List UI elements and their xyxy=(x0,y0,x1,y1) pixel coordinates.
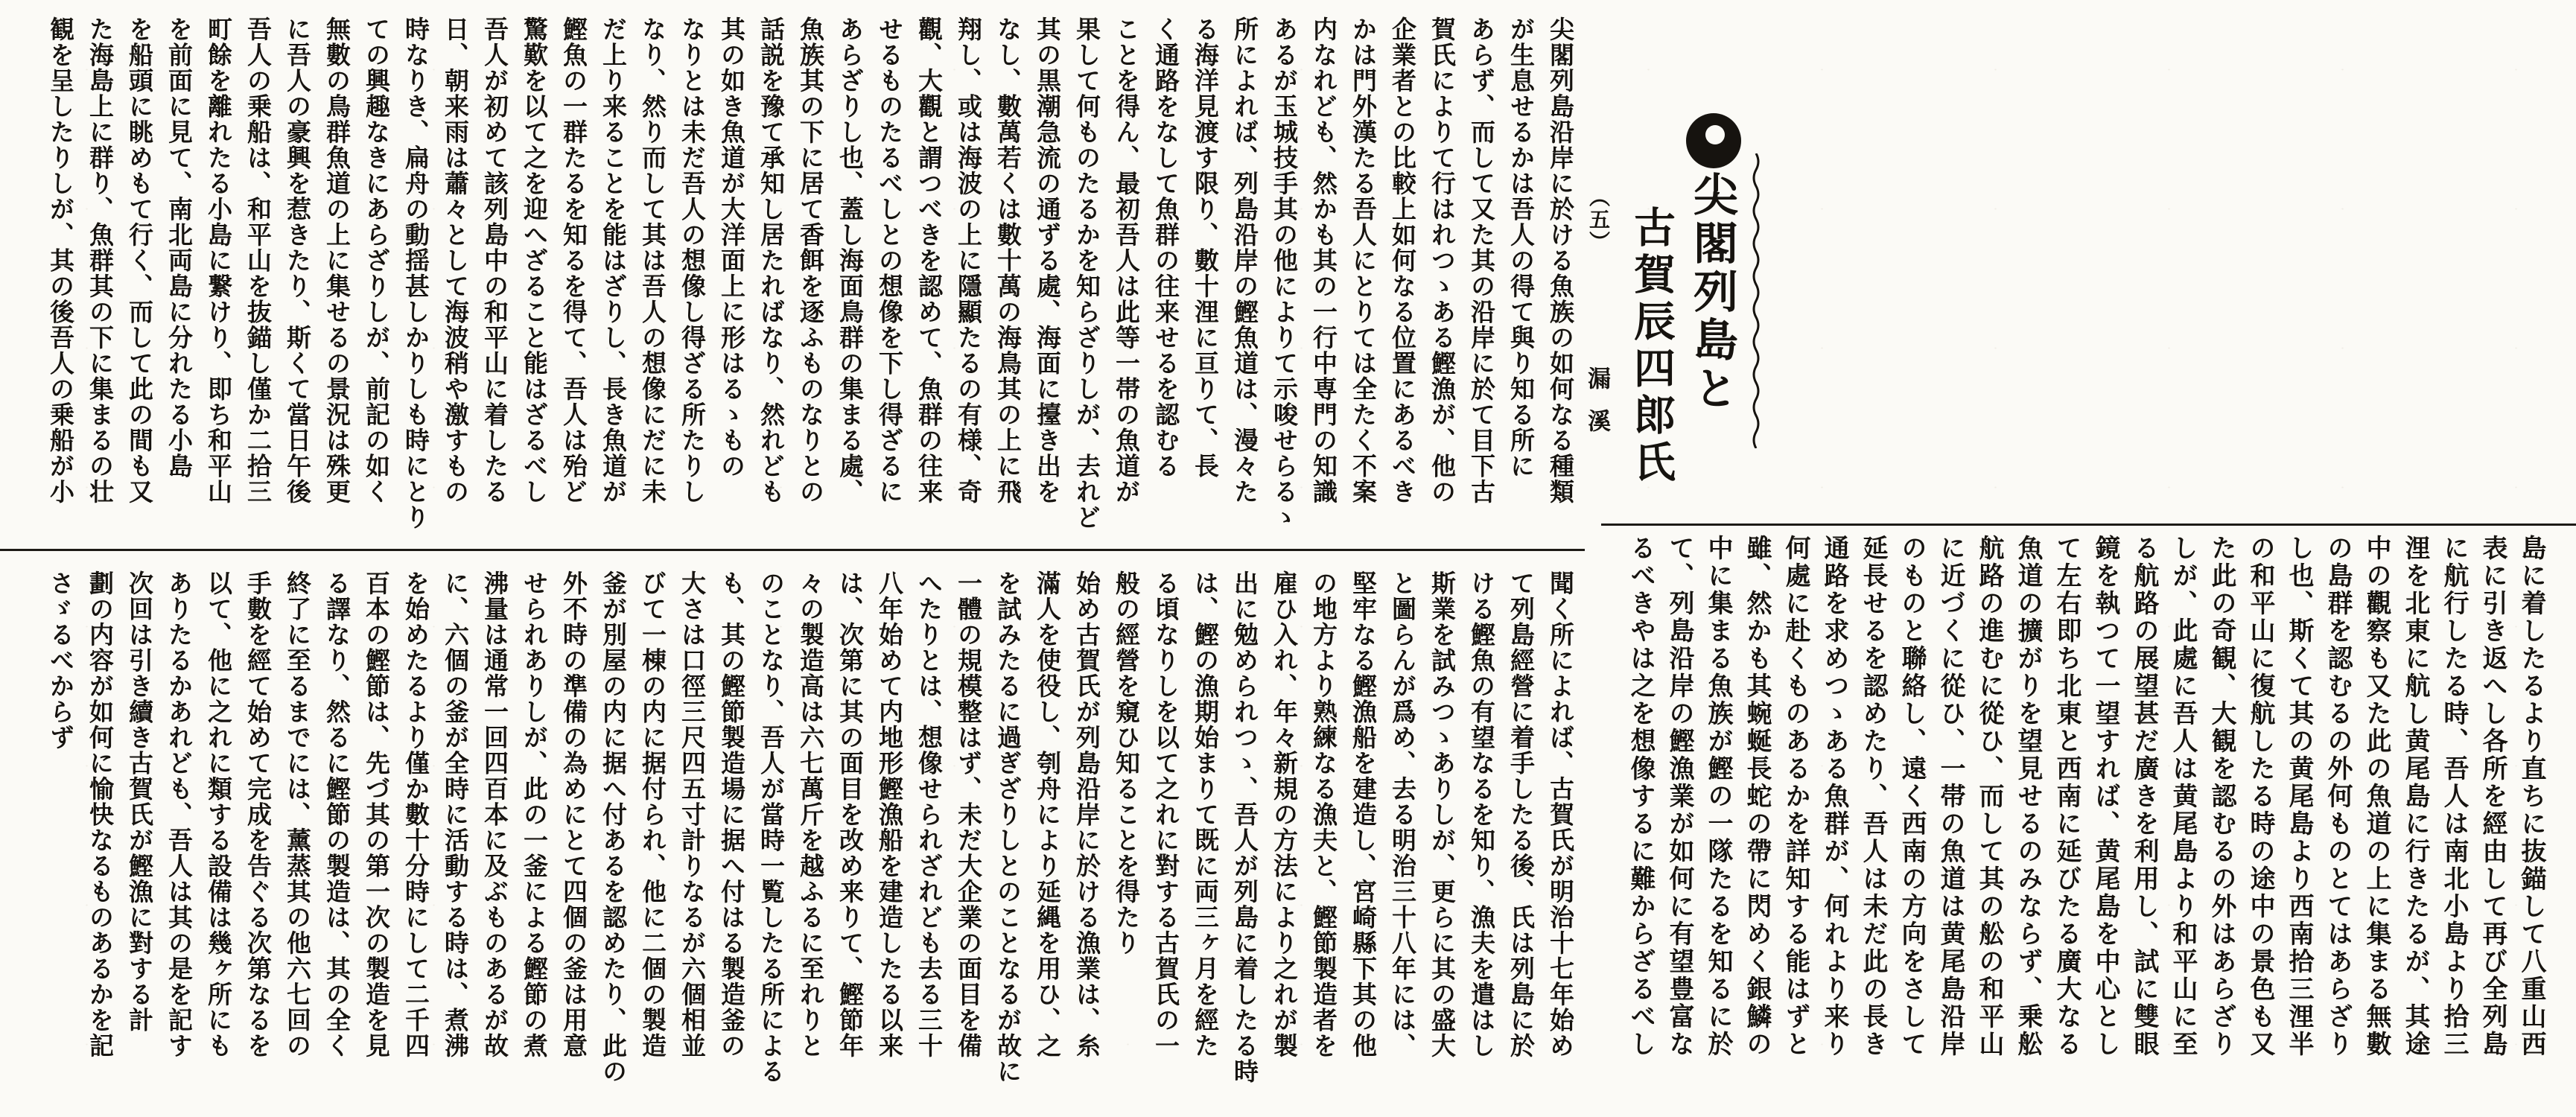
text-column: 沸量は通常一回四百本に及ぶものあるが故 xyxy=(480,570,507,1059)
text-column: 觀、大觀と謂つべきを認めて、魚群の往来 xyxy=(915,16,941,505)
text-column: せられありしが、此の一釜による鰹節の煮 xyxy=(520,570,547,1059)
text-column: 外不時の準備の為めにとて四個の釜は用意 xyxy=(559,570,586,1059)
text-column: 観を呈したりしが、其の後吾人の乗船が小 xyxy=(46,16,73,505)
text-column: 企業者との比較上如何なる位置にあるべき xyxy=(1388,16,1415,505)
text-column: 雖、然かも其蜿蜒長蛇の帶に閃めく銀鱗の xyxy=(1743,535,1770,1058)
text-column: 島に着したるより直ちに抜錨して八重山西 xyxy=(2517,535,2545,1058)
text-column: あらざりし也、蓋し海面鳥群の集まる處、 xyxy=(836,16,862,505)
top-band xyxy=(37,16,1571,550)
text-column: 延長せるを認めたり、吾人は未だ此の長き xyxy=(1859,535,1886,1058)
text-column: あらず、而して又た其の沿岸に於て目下古 xyxy=(1467,16,1494,505)
text-column: しが、此處に吾人は黄尾島より和平山に至 xyxy=(2169,535,2196,1058)
text-column: 出に勉められつゝ、吾人が列島に着したる時 xyxy=(1230,570,1257,1084)
text-column: ことを得ん、最初吾人は此等一帯の魚道が xyxy=(1112,16,1139,505)
text-column: かは門外漢たる吾人にとりては全たく不案 xyxy=(1349,16,1376,505)
text-column: 始め古賀氏が列島沿岸に於ける漁業は、糸 xyxy=(1072,570,1099,1059)
text-column: 果して何ものたるかを知らざりしが、去れど xyxy=(1072,16,1099,530)
text-column: のことなり、吾人が當時一覧したる所による xyxy=(757,570,783,1084)
text-column: 町餘を離れたる小島に繋けり、即ち和平山 xyxy=(204,16,231,505)
text-column: 其の黒潮急流の通ずる處、海面に擡き出を xyxy=(1033,16,1060,505)
text-column: 吾人が初めて該列島中の和平山に着したる xyxy=(480,16,507,505)
text-column: るべきやは之を想像するに難からざるべし xyxy=(1626,535,1654,1058)
text-column: も、其の鰹節製造場に据へ付はる製造釜の xyxy=(717,570,744,1059)
headline-author: 漏溪 xyxy=(1584,366,1610,451)
text-column: 吾人の乗船は、和平山を抜錨し僅か二拾三 xyxy=(244,16,270,505)
text-column: 所によれば、列島沿岸の鰹魚道は、漫々た xyxy=(1230,16,1257,505)
text-column: を船頭に眺めもて行く、而して此の間も又 xyxy=(125,16,152,505)
text-column: る海洋見渡す限り、數十浬に亘りて、長 xyxy=(1191,16,1218,479)
text-column: く通路をなして魚群の往来せるを認むる xyxy=(1151,16,1178,479)
text-column: て、列島沿岸の鰹漁業が如何に有望豊富な xyxy=(1665,535,1693,1058)
text-column: 話説を豫て承知し居たればなり、然れども xyxy=(757,16,783,505)
text-column: ての興趣なきにあらざりしが、前記の如く xyxy=(362,16,389,505)
text-column: る譯なり、然るに鰹節の製造は、其の全く xyxy=(322,570,349,1059)
text-column: 斯業を試みつゝありしが、更らに其の盛大 xyxy=(1428,570,1454,1059)
text-column: に、六個の釜が全時に活動する時は、煮沸 xyxy=(441,570,468,1059)
text-column: た海島上に群り、魚群其の下に集まるの壮 xyxy=(86,16,112,505)
headline-ornament-icon xyxy=(1686,113,1741,168)
text-column: 翔し、或は海波の上に隱顯たるの有様、奇 xyxy=(954,16,981,505)
text-column: びて一棟の内に据付られ、他に二個の製造 xyxy=(638,570,665,1059)
text-column: の地方より熟練なる漁夫と、鰹節製造者を xyxy=(1309,570,1336,1059)
text-column: 鰹魚の一群たるを知るを得て、吾人は殆ど xyxy=(559,16,586,505)
right-band-top-rule xyxy=(1601,524,2576,526)
text-column: 航路の進むに從ひ、而して其の舩の和平山 xyxy=(1975,535,2003,1058)
text-column: を前面に見て、南北両島に分れたる小島 xyxy=(165,16,191,479)
text-column: 何處に赴くものあるかを詳知する能はずと xyxy=(1781,535,1809,1058)
headline-title-bottom: 古賀辰四郎氏 xyxy=(1628,206,1674,487)
headline-squiggle-icon xyxy=(1750,153,1762,448)
text-column: へたりとは、想像せられざれども去る三十 xyxy=(915,570,941,1059)
text-column: を始めたるより僅か數十分時にして二千四 xyxy=(401,570,428,1059)
text-column: 滿人を使役し、刳舟により延縄を用ひ、之 xyxy=(1033,570,1060,1059)
text-column: 大さは口徑三尺四五寸計りなるが六個相並 xyxy=(678,570,705,1059)
ornament-hole xyxy=(1705,125,1725,144)
text-column: さゞるべからず xyxy=(46,570,73,751)
text-column: の島群を認むるの外何ものとてはあらざり xyxy=(2324,535,2351,1058)
text-column: のものと聯絡し、遠く西南の方向をさして xyxy=(1898,535,1925,1058)
text-column: と圖らんが爲め、去る明治三十八年には、 xyxy=(1388,570,1415,1059)
text-column: に近づくに從ひ、一帯の魚道は黄尾島沿岸 xyxy=(1936,535,1964,1058)
text-column: ありたるかあれども、吾人は其の是を記す xyxy=(165,570,191,1059)
band-divider-rule xyxy=(0,549,1585,551)
text-column: 次回は引き續き古賀氏が鰹漁に對する計 xyxy=(125,570,152,1033)
text-column: あるが玉城技手其の他によりて示唆せらるゝ xyxy=(1270,16,1297,530)
text-column: 般の經營を窺ひ知ることを得たり xyxy=(1112,570,1139,956)
text-column: なり、然り而して其は吾人の想像にだに未 xyxy=(638,16,665,505)
text-column: に航行したる時、吾人は南北小島より拾三 xyxy=(2440,535,2467,1058)
text-column: 々の製造高は六七萬斤を越ふるに至れりと xyxy=(796,570,823,1059)
text-column: 八年始めて内地形鰹漁船を建造したる以来 xyxy=(875,570,902,1059)
text-column: 終了に至るまでには、薰蒸其の他六七回の xyxy=(283,570,310,1059)
text-column: 鏡を執つて一望すれば、黄尾島を中心とし xyxy=(2091,535,2119,1058)
text-column: 賀氏によりて行はれつゝある鰹漁が、他の xyxy=(1428,16,1454,505)
text-column: なし、數萬若くは數十萬の海鳥其の上に飛 xyxy=(993,16,1020,505)
text-column: 百本の鰹節は、先づ其の第一次の製造を見 xyxy=(362,570,389,1059)
right-band xyxy=(1611,535,2543,1092)
text-column: 釜が別屋の内に据へ付あるを認めたり、此の xyxy=(599,570,626,1084)
headline-part-number: （五） xyxy=(1586,186,1609,253)
text-column: 日、朝来雨は蕭々として海波稍や激すもの xyxy=(441,16,468,505)
text-column: 魚族其の下に居て香餌を逐ふものなりとの xyxy=(796,16,823,505)
text-column: 其の如き魚道が大洋面上に形はるゝもの xyxy=(717,16,744,479)
text-column: 中に集まる魚族が鰹の一隊たるを知るに於 xyxy=(1704,535,1731,1058)
text-column: の和平山に復航したる時の途中の景色も又 xyxy=(2246,535,2274,1058)
text-column: せるものたるべしとの想像を下し得ざるに xyxy=(875,16,902,505)
text-column: 中の觀察も又た此の魚道の上に集まる無數 xyxy=(2362,535,2390,1058)
text-column: る頃なりしを以て之れに對する古賀氏の一 xyxy=(1151,570,1178,1059)
text-column: た此の奇観、大観を認むるの外はあらざり xyxy=(2207,535,2235,1058)
text-column: 浬を北東に航し黄尾島に行きたるが、其途 xyxy=(2401,535,2429,1058)
bottom-band xyxy=(37,570,1571,1110)
text-column: なりとは未だ吾人の想像し得ざる所たりし xyxy=(678,16,705,505)
text-column: 表に引き返へし各所を經由して再び全列島 xyxy=(2478,535,2506,1058)
text-column: を試みたるに過ぎざりしとのことなるが故に xyxy=(993,570,1020,1084)
text-column: 劃の内容が如何に愉快なるものあるかを記 xyxy=(86,570,112,1059)
text-column: 堅牢なる鰹漁船を建造し、宮崎縣下其の他 xyxy=(1349,570,1376,1059)
text-column: ける鰹魚の有望なるを知り、漁夫を遣はし xyxy=(1467,570,1494,1059)
text-column: 時なりき、扁舟の動揺甚しかりしも時にとり xyxy=(401,16,428,530)
text-column: に吾人の豪興を惹きたり、斯くて當日午後 xyxy=(283,16,310,505)
text-column: は、次第に其の面目を改め来りて、鰹節年 xyxy=(836,570,862,1059)
text-column: て左右即ち北東と西南に延びたる廣大なる xyxy=(2052,535,2080,1058)
text-column: だ上り来ることを能はざりし、長き魚道が xyxy=(599,16,626,505)
headline-title-top: 尖閣列島と xyxy=(1688,171,1737,413)
text-column: 驚歎を以て之を迎へざること能はざるべし xyxy=(520,16,547,505)
text-column: が生息せるかは吾人の得て與り知る所に xyxy=(1507,16,1533,479)
text-column: て列島經營に着手したる後、氏は列島に於 xyxy=(1507,570,1533,1059)
text-column: 通路を求めつゝある魚群が、何れより来り xyxy=(1820,535,1848,1058)
text-column: る航路の展望甚だ廣きを利用し、試に雙眼 xyxy=(2130,535,2157,1058)
text-column: 手數を經て始めて完成を告ぐる次第なるを xyxy=(244,570,270,1059)
text-column: 雇ひ入れ、年々新規の方法により之れが製 xyxy=(1270,570,1297,1059)
text-column: 無數の鳥群魚道の上に集せるの景況は殊更 xyxy=(322,16,349,505)
text-column: 尖閣列島沿岸に於ける魚族の如何なる種類 xyxy=(1546,16,1573,505)
text-column: し也、斯くて其の黄尾島より西南拾三浬半 xyxy=(2285,535,2312,1058)
text-column: 内なれども、然かも其の一行中専門の知識 xyxy=(1309,16,1336,505)
text-column: 一體の規模整はず、未だ大企業の面目を備 xyxy=(954,570,981,1059)
text-column: は、鰹の漁期始まりて既に両三ヶ月を經た xyxy=(1191,570,1218,1059)
text-column: 魚道の擴がりを望見せるのみならず、乗舩 xyxy=(2014,535,2041,1058)
text-column: 聞く所によれば、古賀氏が明治十七年始め xyxy=(1546,570,1573,1059)
text-column: 以て、他に之れに類する設備は幾ヶ所にも xyxy=(204,570,231,1059)
